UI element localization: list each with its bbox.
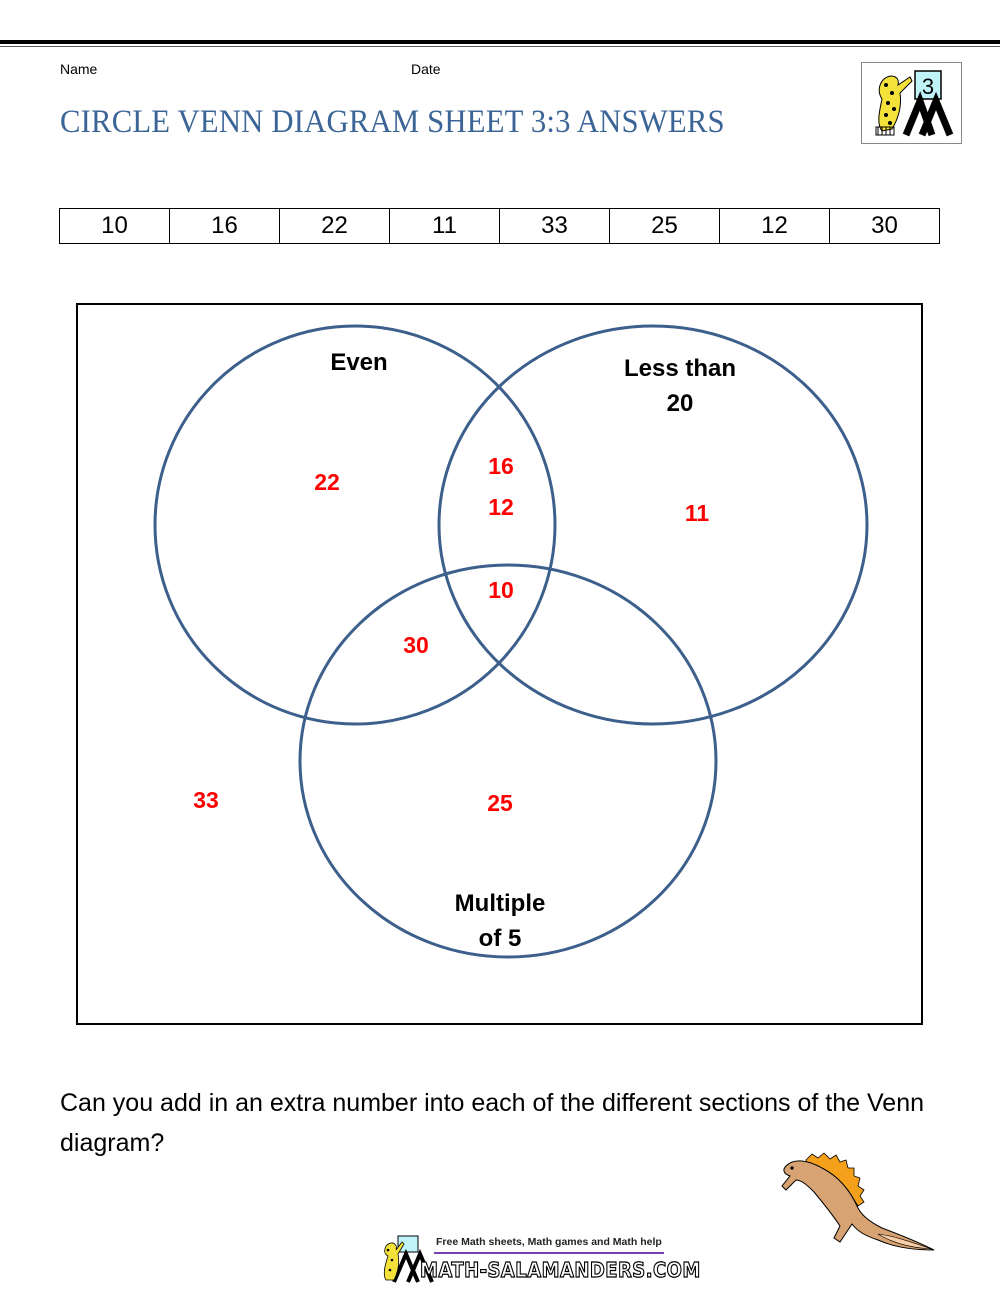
set-label-less-than-20: Less than 20 — [623, 355, 737, 417]
answer-even-only: 22 — [314, 469, 340, 495]
salamander-easel-3-icon — [861, 62, 962, 144]
top-rule-thin — [0, 46, 1000, 47]
footer-rule — [434, 1252, 664, 1254]
name-label: Name — [60, 61, 98, 77]
numbers-table — [59, 208, 940, 244]
answer-less-than-20-only: 11 — [684, 500, 710, 526]
number-cell: 11 — [390, 209, 500, 244]
answer-all-three: 10 — [488, 577, 514, 603]
svg-text:3: 3 — [921, 74, 935, 99]
footer-tagline: Free Math sheets, Math games and Math help — [436, 1236, 662, 1248]
date-label: Date — [411, 61, 441, 77]
number-cell: 12 — [720, 209, 830, 244]
answer-even-less-than-20: 12 — [488, 494, 514, 520]
page-title: CIRCLE VENN DIAGRAM SHEET 3:3 ANSWERS — [60, 104, 725, 140]
answer-multiple-of-5-only: 25 — [487, 790, 513, 816]
venn-diagram — [76, 303, 923, 1025]
number-cell: 16 — [170, 209, 280, 244]
footer-site-name: MATH-SALAMANDERS.COM — [420, 1258, 701, 1282]
answer-outside: 33 — [193, 787, 219, 813]
number-cell: 33 — [500, 209, 610, 244]
number-cell: 30 — [830, 209, 940, 244]
number-cell: 10 — [60, 209, 170, 244]
circle-even — [155, 326, 555, 724]
top-rule-thick — [0, 40, 1000, 44]
number-cell: 22 — [280, 209, 390, 244]
set-label-even: Even — [330, 349, 388, 376]
answer-even-multiple-of-5: 30 — [403, 632, 429, 658]
answer-even-less-than-20: 16 — [488, 453, 514, 479]
set-label-multiple-of-5: Multiple of 5 — [454, 890, 546, 952]
number-cell: 25 — [610, 209, 720, 244]
salamander-mascot-icon — [778, 1150, 938, 1260]
question-text: Can you add in an extra number into each of the different sections of the Venn diagram? — [60, 1089, 925, 1157]
